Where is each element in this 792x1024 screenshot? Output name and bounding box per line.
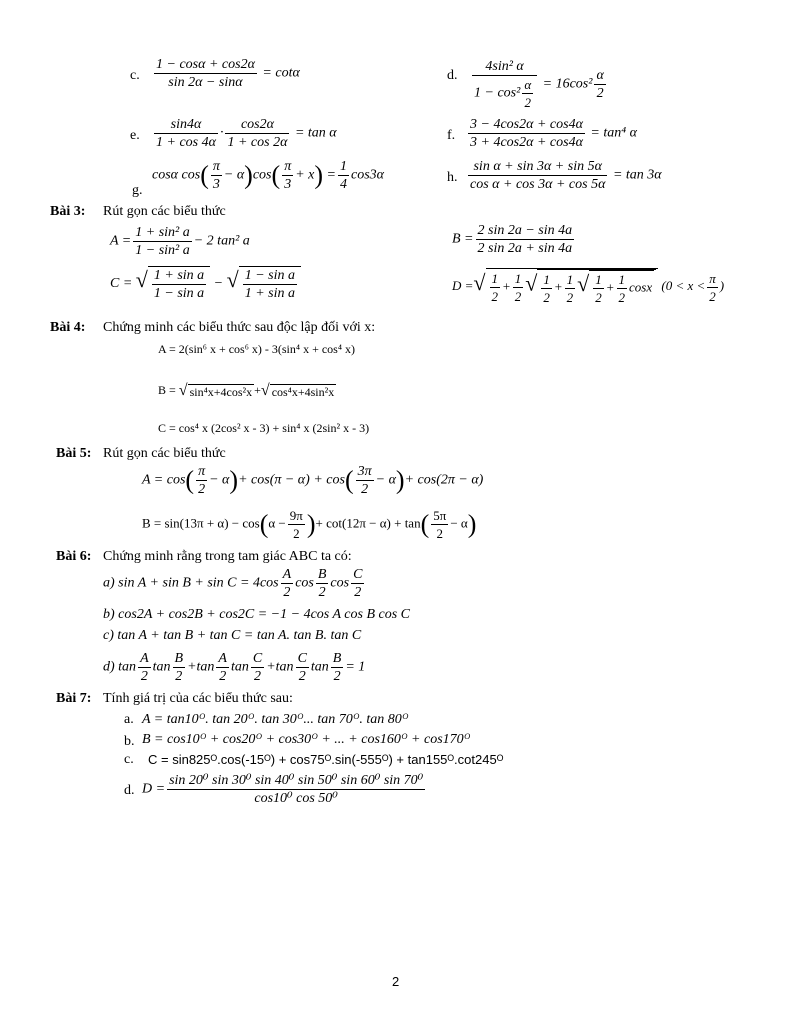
bai3-C-sqrt1: √ $\frac{\text{1 + sin a}}{\text{1 − sin a}}$ [136, 266, 210, 302]
bai5-title: Rút gọn các biểu thức [103, 446, 226, 461]
item-h-expression [466, 158, 662, 193]
bai3-D-h3: 1 [543, 271, 550, 287]
bai6-d-A1: A [140, 651, 149, 666]
item-e-label: e. [130, 128, 140, 143]
bai3-D-plus3: + [605, 279, 615, 295]
bai3-D-sqrt-inner: √ $\frac{1}{2}$ + $\frac{1}{2}$ cosx [577, 270, 653, 305]
bai4-B-r1: sin⁴x+4cos²x [189, 385, 253, 400]
bai6-d-den6: 2 [333, 669, 341, 684]
bai6-a [103, 566, 366, 601]
bai6-d-lhs: d) tan [103, 659, 137, 675]
bai4-label: Bài 4: [50, 320, 86, 335]
item-g-expression: cosα cos( $\frac{\pi}{3}$ − α)cos( $\frac{\pi}{3}$ + x) = $\frac{1}{4}$ cos3α [152, 159, 385, 192]
bai5-B-t2: + cot(12π − α) + tan [315, 515, 421, 531]
bai6-d-rhs: = 1 [345, 659, 366, 675]
bai6-d-plus2: + [266, 659, 276, 675]
bai6-a-n2: B [317, 567, 327, 582]
item-f-numerator: 3 − 4cos2α + cos4α [470, 117, 583, 132]
bai6-d-plus1: + [187, 659, 197, 675]
bai3-D-cosx: cosx [629, 279, 653, 295]
bai3-D-cond-num: π [709, 270, 716, 286]
bai7-a-expr: A = tan10ᴼ. tan 20ᴼ. tan 30ᴼ... tan 70ᴼ. tan 80ᴼ [142, 712, 409, 727]
bai6-a-n1: A [282, 567, 292, 582]
bai3-C-d2: 1 + sin a [244, 286, 295, 301]
item-e-f1-num: sin4α [154, 116, 218, 134]
item-g-p2-rest: + x [295, 167, 315, 183]
bai6-a-den3: 2 [354, 585, 362, 600]
bai3-A [110, 224, 250, 259]
bai7-d-expr [142, 772, 427, 807]
item-h-rhs: = tan 3α [612, 167, 662, 183]
bai5-B-p1-den: 2 [293, 526, 300, 541]
bai5-A-p1-rest: − α [209, 472, 230, 488]
bai3-D-two2: 2 [514, 289, 522, 304]
bai3-C-n2: 1 − sin a [244, 268, 295, 283]
bai7-c-label: c. [124, 752, 134, 767]
item-f-denominator: 3 + 4cos2α + cos4α [470, 135, 583, 150]
item-h-label: h. [447, 170, 458, 185]
item-g-r-rest: cos3α [351, 167, 385, 183]
bai3-D [452, 268, 724, 306]
bai6-d [103, 650, 365, 685]
bai5-B-p1-num: 9π [289, 508, 303, 523]
bai6-a-cos2: cos [330, 575, 350, 591]
bai6-a-n3: C [353, 567, 363, 582]
bai7-label: Bài 7: [56, 691, 92, 706]
item-c-denominator: sin 2α − sinα [168, 75, 243, 90]
bai3-C-minus: − [213, 276, 224, 292]
bai3-D-two4: 2 [566, 289, 574, 305]
bai3-D-two3: 2 [543, 289, 550, 305]
bai6-d-B2: B [332, 651, 342, 666]
bai7-b-expr: B = cos10ᴼ + cos20ᴼ + cos30ᴼ + ... + cos160ᴼ + cos170ᴼ [142, 732, 471, 747]
item-d-label: d. [447, 68, 458, 83]
item-e-f2-num: cos2α [225, 116, 289, 134]
bai6-d-B1: B [174, 651, 184, 666]
item-g-p2-den: 3 [284, 177, 292, 192]
bai6-d-tan2: tan [196, 659, 215, 675]
bai7-a-label: a. [124, 712, 134, 727]
bai6-d-den3: 2 [219, 669, 227, 684]
bai6-d-tan3: tan [230, 659, 249, 675]
bai3-D-cond-b: ) [719, 277, 725, 293]
bai4-A: A = 2(sin⁶ x + cos⁶ x) - 3(sin⁴ x + cos⁴ x) [158, 342, 356, 356]
bai3-C-n1: 1 + sin a [153, 268, 205, 283]
bai3-C [110, 266, 301, 302]
bai3-D-cond-den: 2 [709, 288, 716, 304]
item-g-r-den: 4 [340, 177, 347, 192]
item-g-p1-num: π [212, 159, 220, 174]
bai3-title: Rút gọn các biểu thức [103, 204, 226, 219]
bai5-label: Bài 5: [56, 446, 92, 461]
bai3-A-lhs: A = [110, 233, 132, 249]
bai3-D-h2: 1 [514, 271, 522, 286]
bai4-title: Chứng minh các biểu thức sau độc lập đối với x: [103, 320, 376, 335]
item-d-rhs-num: α [596, 68, 604, 83]
bai3-B [452, 222, 576, 257]
page-number: 2 [392, 974, 400, 989]
bai6-b: b) cos2A + cos2B + cos2C = −1 − 4cos A cos B cos C [103, 607, 410, 622]
bai3-B-lhs: B = [452, 231, 474, 247]
bai6-a-cos1: cos [295, 575, 314, 591]
bai6-d-den2: 2 [175, 669, 183, 684]
bai3-D-plus2: + [553, 278, 563, 294]
bai3-D-two5: 2 [595, 290, 602, 305]
item-g-eq: = [326, 167, 336, 183]
bai3-B-den: 2 sin 2a + sin 4a [477, 241, 573, 256]
bai5-B-p2-rest: − α [450, 515, 468, 531]
item-c-rhs: = cotα [262, 65, 300, 81]
bai3-A-den: 1 − sin² a [135, 243, 190, 258]
bai3-label: Bài 3: [50, 204, 86, 219]
bai5-A-t4: + cos(2π − α) [404, 472, 484, 488]
bai6-d-tan4: tan [275, 659, 294, 675]
bai6-a-lhs: a) sin A + sin B + sin C = 4cos [103, 575, 279, 591]
item-c-label: c. [130, 68, 140, 83]
item-d-expression [470, 58, 608, 111]
bai6-d-den5: 2 [298, 669, 306, 684]
bai3-D-h5: 1 [595, 272, 602, 287]
item-g-r-num: 1 [340, 159, 347, 174]
item-e-f2-den: 1 + cos 2α [227, 135, 288, 150]
item-g-label: g. [132, 183, 143, 198]
item-h-numerator: sin α + sin 3α + sin 5α [468, 158, 607, 176]
bai3-D-h1: 1 [491, 271, 498, 286]
bai3-A-rest: − 2 tan² a [193, 233, 250, 249]
item-e-dot: · [219, 125, 224, 141]
bai6-d-tan5: tan [310, 659, 329, 675]
bai4-B-plus: + [254, 382, 261, 397]
item-f-expression [466, 116, 637, 151]
item-d-den-c: 2 [524, 95, 531, 110]
bai5-A-p1-num: π [198, 464, 206, 479]
bai5-A-p3-den: 2 [361, 482, 369, 497]
item-d-den-a: 1 − cos² [474, 85, 521, 101]
bai3-D-h4: 1 [566, 271, 574, 287]
bai6-a-den1: 2 [283, 585, 291, 600]
bai3-D-two6: 2 [618, 290, 625, 305]
bai6-d-den4: 2 [254, 669, 262, 684]
bai7-d-label: d. [124, 783, 135, 798]
item-g-p2-num: π [284, 159, 292, 174]
bai6-title: Chứng minh rằng trong tam giác ABC ta có: [103, 549, 352, 564]
bai5-A-p3-num: 3π [357, 464, 372, 479]
item-e-rhs: = tan α [294, 125, 337, 141]
bai6-a-den2: 2 [318, 585, 326, 600]
bai6-d-den1: 2 [140, 669, 148, 684]
bai3-D-sqrt-outer: √ $\frac{1}{2}$ + $\frac{1}{2}$ √ $\frac{1}{2}$ + $\frac{1}{2}$ √ $\frac{1}{2}$ + $\frac{1}{2}$ cosx [473, 268, 658, 306]
bai4-B-sqrt2: √ cos⁴x+4sin²x [260, 382, 335, 400]
bai3-C-lhs: C = [110, 276, 133, 292]
bai4-B-lhs: B = [158, 382, 176, 397]
item-g-p1-den: 3 [212, 177, 220, 192]
bai3-B-num: 2 sin 2a − sin 4a [477, 223, 573, 238]
item-g-mid: cos [252, 167, 272, 183]
item-d-rhs: = 16cos² [542, 76, 593, 92]
bai7-d-den: cos10⁰ cos 50⁰ [254, 791, 338, 806]
bai7-title: Tính giá trị của các biểu thức sau: [103, 691, 293, 706]
bai5-A: A = cos( $\frac{\pi}{2}$ − α)+ cos(π − α) + cos( $\frac{3\pi}{2}$ − α)+ cos(2π − α) [142, 464, 484, 497]
bai3-D-h6: 1 [618, 272, 625, 287]
bai3-D-two1: 2 [491, 289, 498, 304]
bai5-B-p1-a: α − [268, 515, 286, 531]
bai6-d-A2: A [218, 651, 227, 666]
bai5-B: B = sin(13π + α) − cos(α − $\frac{9\pi}{2}$ )+ cot(12π − α) + tan( $\frac{5\pi}{2}$ − α) [142, 508, 477, 541]
bai5-A-p1-den: 2 [198, 482, 206, 497]
bai3-C-d1: 1 − sin a [153, 286, 205, 301]
item-e-expression [152, 116, 337, 151]
item-c-numerator: 1 − cosα + cos2α [156, 57, 255, 72]
item-d-numerator: 4sin² α [472, 58, 537, 76]
bai6-c: c) tan A + tan B + tan C = tan A. tan B. tan C [103, 628, 362, 643]
item-e-f1-den: 1 + cos 4α [156, 135, 216, 150]
bai7-b-label: b. [124, 734, 135, 749]
bai3-A-num: 1 + sin² a [135, 225, 190, 240]
bai4-B-r2: cos⁴x+4sin²x [271, 385, 335, 400]
bai6-d-C2: C [297, 651, 307, 666]
bai7-d-lhs: D = [142, 781, 166, 797]
bai4-B-sqrt1: √ sin⁴x+4cos²x [178, 382, 253, 400]
item-c-expression [152, 56, 300, 91]
item-f-label: f. [447, 128, 456, 143]
bai6-d-tan1: tan [152, 659, 171, 675]
bai3-C-sqrt2: √ $\frac{\text{1 − sin a}}{\text{1 + sin a}}$ [227, 266, 301, 302]
bai3-D-cond-a: (0 < x < [661, 277, 706, 293]
bai3-D-lhs: D = [452, 277, 474, 293]
bai7-d-num: sin 20⁰ sin 30⁰ sin 40⁰ sin 50⁰ sin 60⁰ sin 70⁰ [169, 773, 424, 788]
bai5-B-lhs: B = sin(13π + α) − cos [142, 515, 260, 531]
bai4-C: C = cos⁴ x (2cos² x - 3) + sin⁴ x (2sin² x - 3) [158, 421, 370, 435]
item-d-den-b: α [524, 77, 532, 92]
bai6-label: Bài 6: [56, 549, 92, 564]
bai3-D-plus1: + [502, 278, 511, 294]
item-g-p1-rest: − α [223, 167, 245, 183]
bai5-A-p3-rest: − α [375, 472, 396, 488]
bai7-c-expr: C = sin825ᴼ.cos(-15ᴼ) + cos75ᴼ.sin(-555ᴼ) + tan155ᴼ.cot245ᴼ [148, 752, 504, 767]
bai5-B-p2-num: 5π [433, 508, 447, 523]
bai5-A-lhs: A = cos [142, 472, 186, 488]
item-d-rhs-den: 2 [596, 86, 604, 101]
bai6-d-C1: C [252, 651, 263, 666]
item-f-rhs: = tan⁴ α [590, 125, 637, 141]
item-h-denominator: cos α + cos 3α + cos 5α [470, 177, 606, 192]
bai3-D-sqrt-mid: √ $\frac{1}{2}$ + $\frac{1}{2}$ √ $\frac{1}{2}$ + $\frac{1}{2}$ cosx [525, 269, 656, 306]
item-g-lhs: cosα cos [152, 167, 201, 183]
bai5-B-p2-den: 2 [436, 526, 444, 541]
bai4-B [158, 382, 336, 400]
bai5-A-t2: + cos(π − α) + cos [238, 472, 345, 488]
